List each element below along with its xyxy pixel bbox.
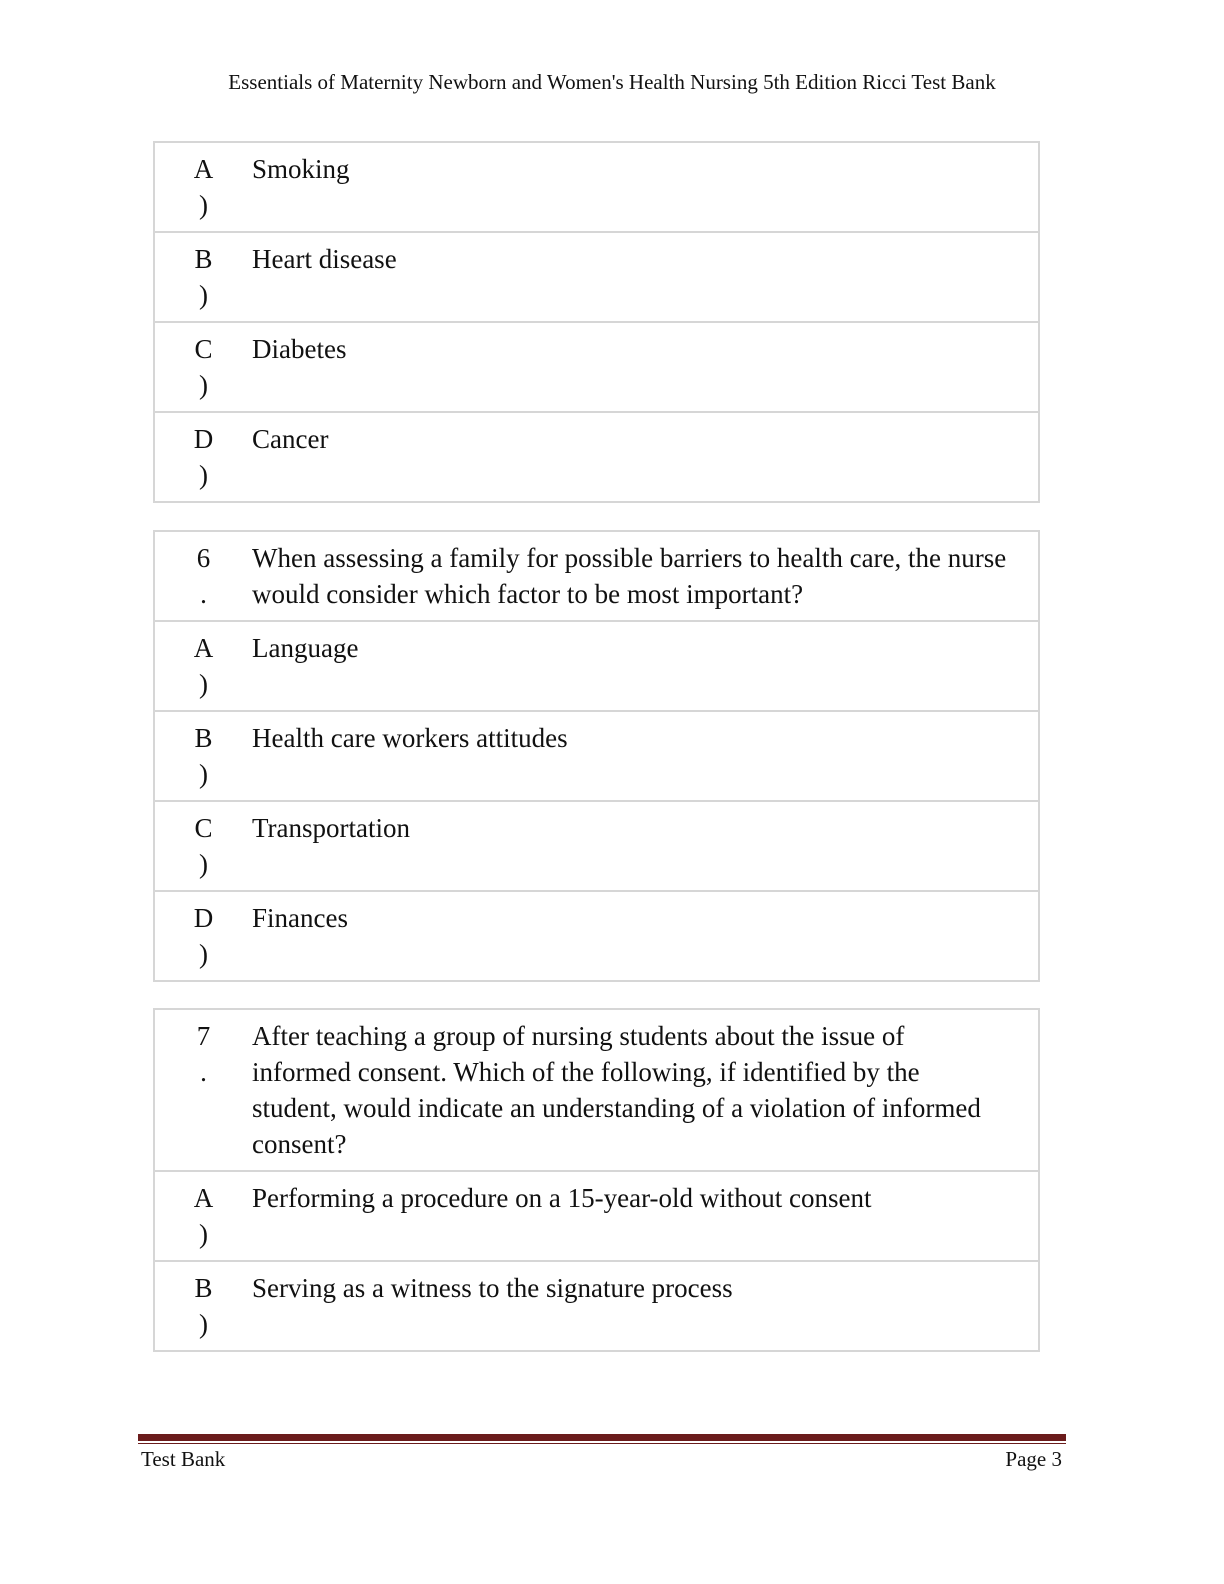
option-letter: A ) <box>154 621 252 711</box>
option-letter: A ) <box>193 154 214 220</box>
page-header-title: Essentials of Maternity Newborn and Women's Health Nursing 5th Edition Ricci Test Bank <box>228 70 996 94</box>
option-text: Health care workers attitudes <box>252 711 1039 801</box>
option-text: Transportation <box>252 801 1039 891</box>
footer-page-number: Page 3 <box>1005 1447 1062 1471</box>
option-text: Finances <box>252 891 1039 981</box>
question-number: 6 . <box>196 543 211 609</box>
option-letter: A ) <box>154 1171 252 1261</box>
option-row <box>154 711 1039 801</box>
option-letter: B ) <box>154 1261 252 1351</box>
option-text: Smoking <box>252 154 350 184</box>
option-row <box>154 142 1039 232</box>
question-6-table <box>153 530 1040 982</box>
option-letter: D ) <box>154 891 252 981</box>
option-text: Serving as a witness to the signature process <box>252 1261 1039 1351</box>
option-row <box>154 1171 1039 1261</box>
footer-divider-thin <box>138 1443 1066 1444</box>
question-text: When assessing a family for possible barriers to health care, the nurse would consider which factor to be most important? <box>252 543 1007 609</box>
footer-left-text: Test Bank <box>141 1447 226 1471</box>
option-letter: C ) <box>154 322 252 412</box>
question-text: After teaching a group of nursing students about the issue of informed consent. Which of the following, if identified by the student, would indicate an understanding of a violation of informed consent? <box>252 1021 981 1159</box>
question-5-options-table <box>153 141 1040 503</box>
option-row <box>154 232 1039 322</box>
option-letter: C ) <box>154 801 252 891</box>
option-letter: B ) <box>154 711 252 801</box>
option-text: Cancer <box>252 412 1039 502</box>
question-row <box>154 531 1039 621</box>
option-row <box>154 322 1039 412</box>
option-letter: D ) <box>154 412 252 502</box>
option-text: Diabetes <box>252 322 1039 412</box>
question-number: 7 . <box>196 1021 211 1087</box>
option-row <box>154 621 1039 711</box>
option-row <box>154 412 1039 502</box>
option-row <box>154 891 1039 981</box>
option-row <box>154 801 1039 891</box>
option-letter: B ) <box>154 232 252 322</box>
option-row <box>154 1261 1039 1351</box>
footer-divider <box>138 1434 1066 1441</box>
question-row <box>154 1009 1039 1171</box>
option-text: Heart disease <box>252 232 1039 322</box>
option-text: Language <box>252 621 1039 711</box>
option-text: Performing a procedure on a 15-year-old without consent <box>252 1171 1039 1261</box>
question-7-table <box>153 1008 1040 1352</box>
